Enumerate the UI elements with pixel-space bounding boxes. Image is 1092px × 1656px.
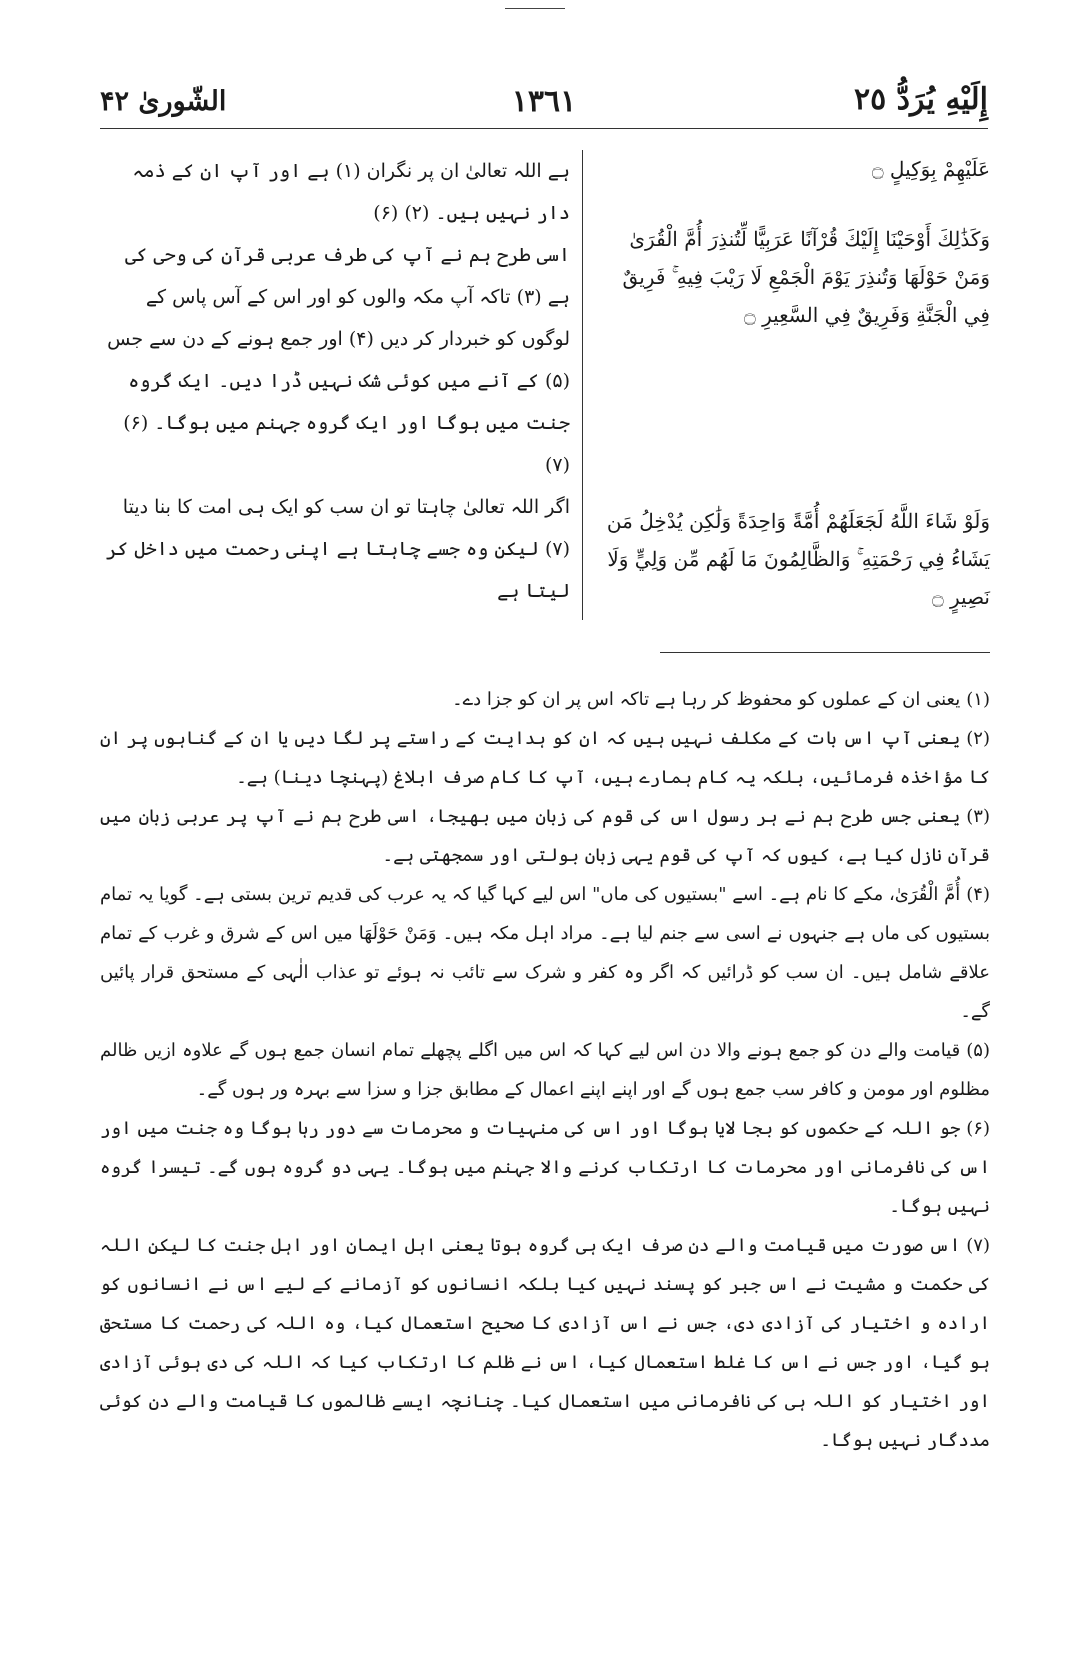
top-mark xyxy=(505,8,565,9)
surah-title: الشّورىٰ ۴۲ xyxy=(100,86,227,117)
footnote-text: یعنی جس طرح ہم نے ہر رسول اس کی قوم کی زبان میں بھیجا، اسی طرح ہم نے آپ پر عربی زبان میں قرآن نازل کیا ہے، کیوں کہ آپ کی قوم یہی زبان بولتی اور سمجھتی ہے۔ xyxy=(100,806,990,866)
footnote xyxy=(100,719,990,797)
arabic-verse-8: وَلَوْ شَاءَ اللَّهُ لَجَعَلَهُمْ أُمَّةً وَاحِدَةً وَلَٰكِن يُدْخِلُ مَن يَشَاءُ فِي رَحْمَتِهِ ۚ وَالظَّالِمُونَ مَا لَهُم مِّن وَلِيٍّ وَلَا نَصِيرٍ ۝ xyxy=(606,509,990,609)
footnote-number: (۳) xyxy=(966,806,990,827)
juz-title: إِلَيْهِ يُرَدُّ ٢٥ xyxy=(854,82,988,117)
footnote xyxy=(100,875,990,1031)
arabic-verse-7: وَكَذَٰلِكَ أَوْحَيْنَا إِلَيْكَ قُرْآنًا عَرَبِيًّا لِّتُنذِرَ أُمَّ الْقُرَىٰ وَمَنْ حَوْلَهَا وَتُنذِرَ يَوْمَ الْجَمْعِ لَا رَيْبَ فِيهِ ۚ فَرِيقٌ فِي الْجَنَّةِ وَفَرِيقٌ فِي السَّعِيرِ ۝ xyxy=(622,227,990,327)
footnote-number: (۷) xyxy=(966,1235,990,1256)
footnotes-section xyxy=(100,680,990,1630)
footnote-number: (۵) xyxy=(966,1040,990,1061)
arabic-verse-6: عَلَيْهِمْ بِوَكِيلٍ ۝ xyxy=(871,157,990,181)
footnote-number: (۱) xyxy=(966,689,990,710)
footnote-text: قیامت والے دن کو جمع ہونے والا دن اس لیے کہا کہ اس میں اگلے پچھلے تمام انسان جمع ہوں گے علاوہ ازیں ظالم مظلوم اور مومن و کافر سب جمع ہوں گے اور اپنے اپنے اعمال کے مطابق جزا و سزا سے بہرہ ور ہوں گے۔ xyxy=(100,1040,990,1100)
column-divider xyxy=(582,150,583,620)
urdu-translation-column xyxy=(100,150,570,630)
footnote-number: (۲) xyxy=(966,728,990,749)
footnote xyxy=(100,1109,990,1226)
footnote-text: یعنی آپ اس بات کے مکلف نہیں ہیں کہ ان کو ہدایت کے راستے پر لگا دیں یا ان کے گناہوں پر ان کا مؤاخذہ فرمائیں، بلکہ یہ کام ہمارے ہیں، آپ کا کام صرف ابلاغ (پہنچا دینا) ہے۔ xyxy=(100,728,990,788)
footnote xyxy=(100,797,990,875)
translation-verse-6: ہے اللہ تعالیٰ ان پر نگران (۱) ہے اور آپ ان کے ذمہ دار نہیں ہیں۔ (۲) (۶) xyxy=(132,160,570,224)
footnote xyxy=(100,1031,990,1109)
footnote-text: أُمَّ الْقُرَىٰ، مکے کا نام ہے۔ اسے "بستیوں کی ماں" اس لیے کہا گیا کہ یہ عرب کی قدیم ترین بستی ہے۔ گویا یہ تمام بستیوں کی ماں ہے جنہوں نے اسی سے جنم لیا ہے۔ مراد اہل مکہ ہیں۔ وَمَنْ حَوْلَهَا میں اس کے شرق و غرب کے تمام علاقے شامل ہیں۔ ان سب کو ڈرائیں کہ اگر وہ کفر و شرک سے تائب نہ ہوئے تو عذاب الٰہی کے مستحق قرار پائیں گے۔ xyxy=(100,884,990,1022)
footnote-divider xyxy=(660,652,990,653)
footnote-text: یعنی ان کے عملوں کو محفوظ کر رہا ہے تاکہ اس پر ان کو جزا دے۔ xyxy=(452,689,961,710)
header-divider xyxy=(100,128,988,129)
footnote-text: جو اللہ کے حکموں کو بجا لایا ہوگا اور اس کی منہیات و محرمات سے دور رہا ہوگا وہ جنت میں اور اس کی نافرمانی اور محرمات کا ارتکاب کرنے والا جہنم میں ہوگا۔ یہی دو گروہ ہوں گے۔ تیسرا گروہ نہیں ہوگا۔ xyxy=(100,1118,990,1217)
footnote-text: اس صورت میں قیامت والے دن صرف ایک ہی گروہ ہوتا یعنی اہل ایمان اور اہل جنت کا لیکن اللہ کی حکمت و مشیت نے اس جبر کو پسند نہیں کیا بلکہ انسانوں کو آزمانے کے لیے اس نے انسانوں کو ارادہ و اختیار کی آزادی دی، جس نے اس آزادی کا صحیح استعمال کیا، وہ اللہ کی رحمت کا مستحق ہو گیا، اور جس نے اس کا غلط استعمال کیا، اس نے ظلم کا ارتکاب کیا کہ اللہ کی دی ہوئی آزادی اور اختیار کو اللہ ہی کی نافرمانی میں استعمال کیا۔ چنانچہ ایسے ظالموں کا قیامت والے دن کوئی مددگار نہیں ہوگا۔ xyxy=(100,1235,990,1451)
footnote-number: (۴) xyxy=(966,884,990,905)
translation-verse-8: اگر اللہ تعالیٰ چاہتا تو ان سب کو ایک ہی امت کا بنا دیتا (۷) لیکن وہ جسے چاہتا ہے اپنی رحمت میں داخل کر لیتا ہے xyxy=(106,496,570,602)
arabic-text-column xyxy=(600,150,990,630)
footnote-number: (۶) xyxy=(966,1118,990,1139)
footnote xyxy=(100,1226,990,1460)
page-header xyxy=(100,82,988,142)
footnote xyxy=(100,680,990,719)
translation-verse-7: اسی طرح ہم نے آپ کی طرف عربی قرآن کی وحی کی ہے (۳) تاکہ آپ مکہ والوں کو اور اس کے آس پاس کے لوگوں کو خبردار کر دیں (۴) اور جمع ہونے کے دن سے جس (۵) کے آنے میں کوئی شک نہیں ڈرا دیں۔ ایک گروہ جنت میں ہوگا اور ایک گروہ جہنم میں ہوگا۔ (۶) (۷) xyxy=(107,244,570,476)
page-number: ١٣٦١ xyxy=(511,84,577,119)
